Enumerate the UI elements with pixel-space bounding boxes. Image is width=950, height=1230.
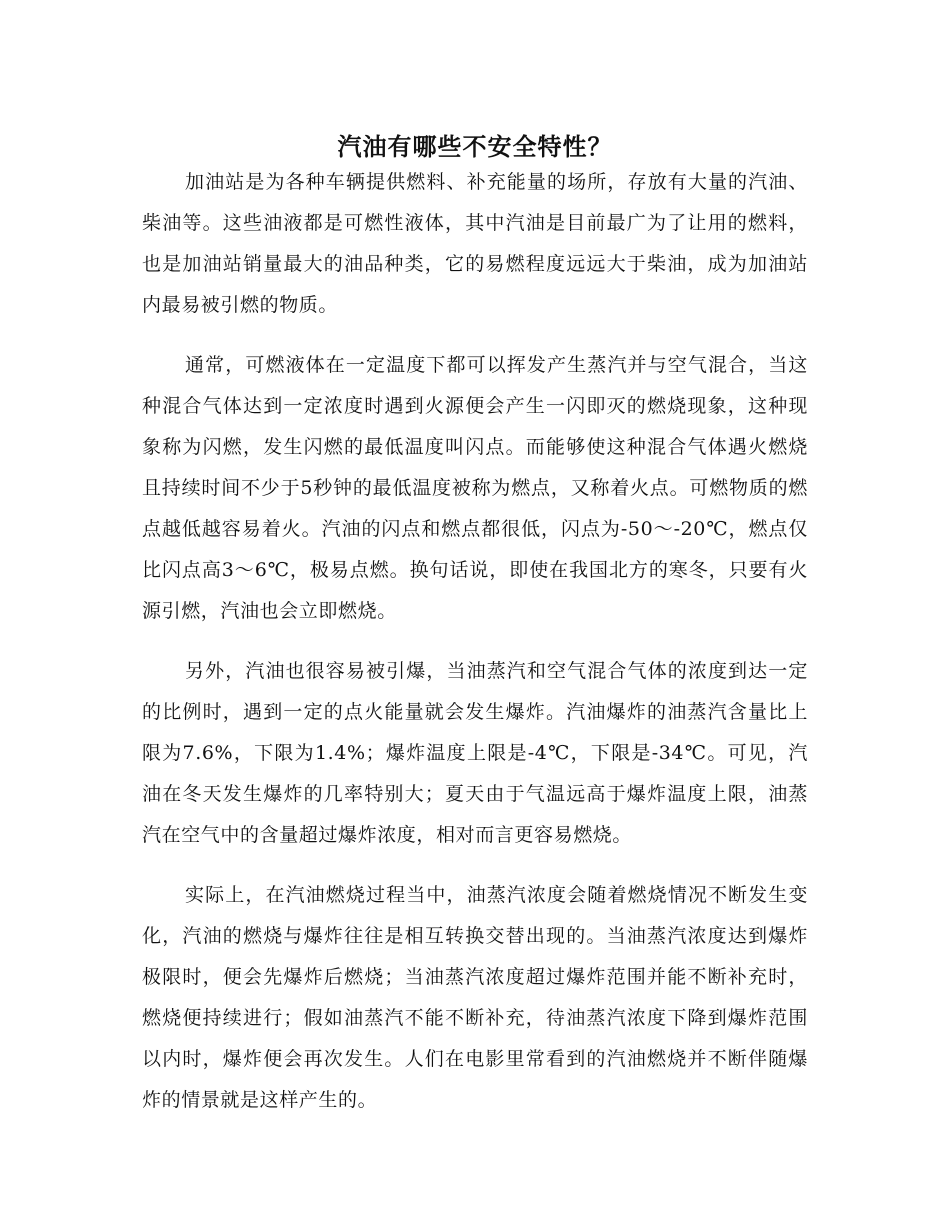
paragraph-3: 另外，汽油也很容易被引爆，当油蒸汽和空气混合气体的浓度到达一定的比例时，遇到一定的点火能量就会发生爆炸。汽油爆炸的油蒸汽含量比上限为7.6%，下限为1.4%；爆炸温度上限是-4℃，下限是-34℃。可见，汽油在冬天发生爆炸的几率特别大；夏天由于气温远高于爆炸温度上限，油蒸汽在空气中的含量超过爆炸浓度，相对而言更容易燃烧。 xyxy=(142,660,808,846)
paragraph-2: 通常，可燃液体在一定温度下都可以挥发产生蒸汽并与空气混合，当这种混合气体达到一定浓度时遇到火源便会产生一闪即灭的燃烧现象，这种现象称为闪燃，发生闪燃的最低温度叫闪点。而能够使这种混合气体遇火燃烧且持续时间不少于5秒钟的最低温度被称为燃点，又称着火点。可燃物质的燃点越低越容易着火。汽油的闪点和燃点都很低，闪点为-50～-20℃，燃点仅比闪点高3～6℃，极易点燃。换句话说，即使在我国北方的寒冬，只要有火源引燃，汽油也会立即燃烧。 xyxy=(142,354,808,622)
paragraph-4: 实际上，在汽油燃烧过程当中，油蒸汽浓度会随着燃烧情况不断发生变化，汽油的燃烧与爆炸往往是相互转换交替出现的。当油蒸汽浓度达到爆炸极限时，便会先爆炸后燃烧；当油蒸汽浓度超过爆炸范围并能不断补充时，燃烧便持续进行；假如油蒸汽不能不断补充，待油蒸汽浓度下降到爆炸范围以内时，爆炸便会再次发生。人们在电影里常看到的汽油燃烧并不断伴随爆炸的情景就是这样产生的。 xyxy=(142,884,808,1111)
paragraph-1: 加油站是为各种车辆提供燃料、补充能量的场所，存放有大量的汽油、柴油等。这些油液都是可燃性液体，其中汽油是目前最广为了让用的燃料，也是加油站销量最大的油品种类，它的易燃程度远远大于柴油，成为加油站内最易被引燃的物质。 xyxy=(142,171,808,316)
page-title: 汽油有哪些不安全特性？ xyxy=(337,132,613,162)
article-body xyxy=(142,162,808,1140)
